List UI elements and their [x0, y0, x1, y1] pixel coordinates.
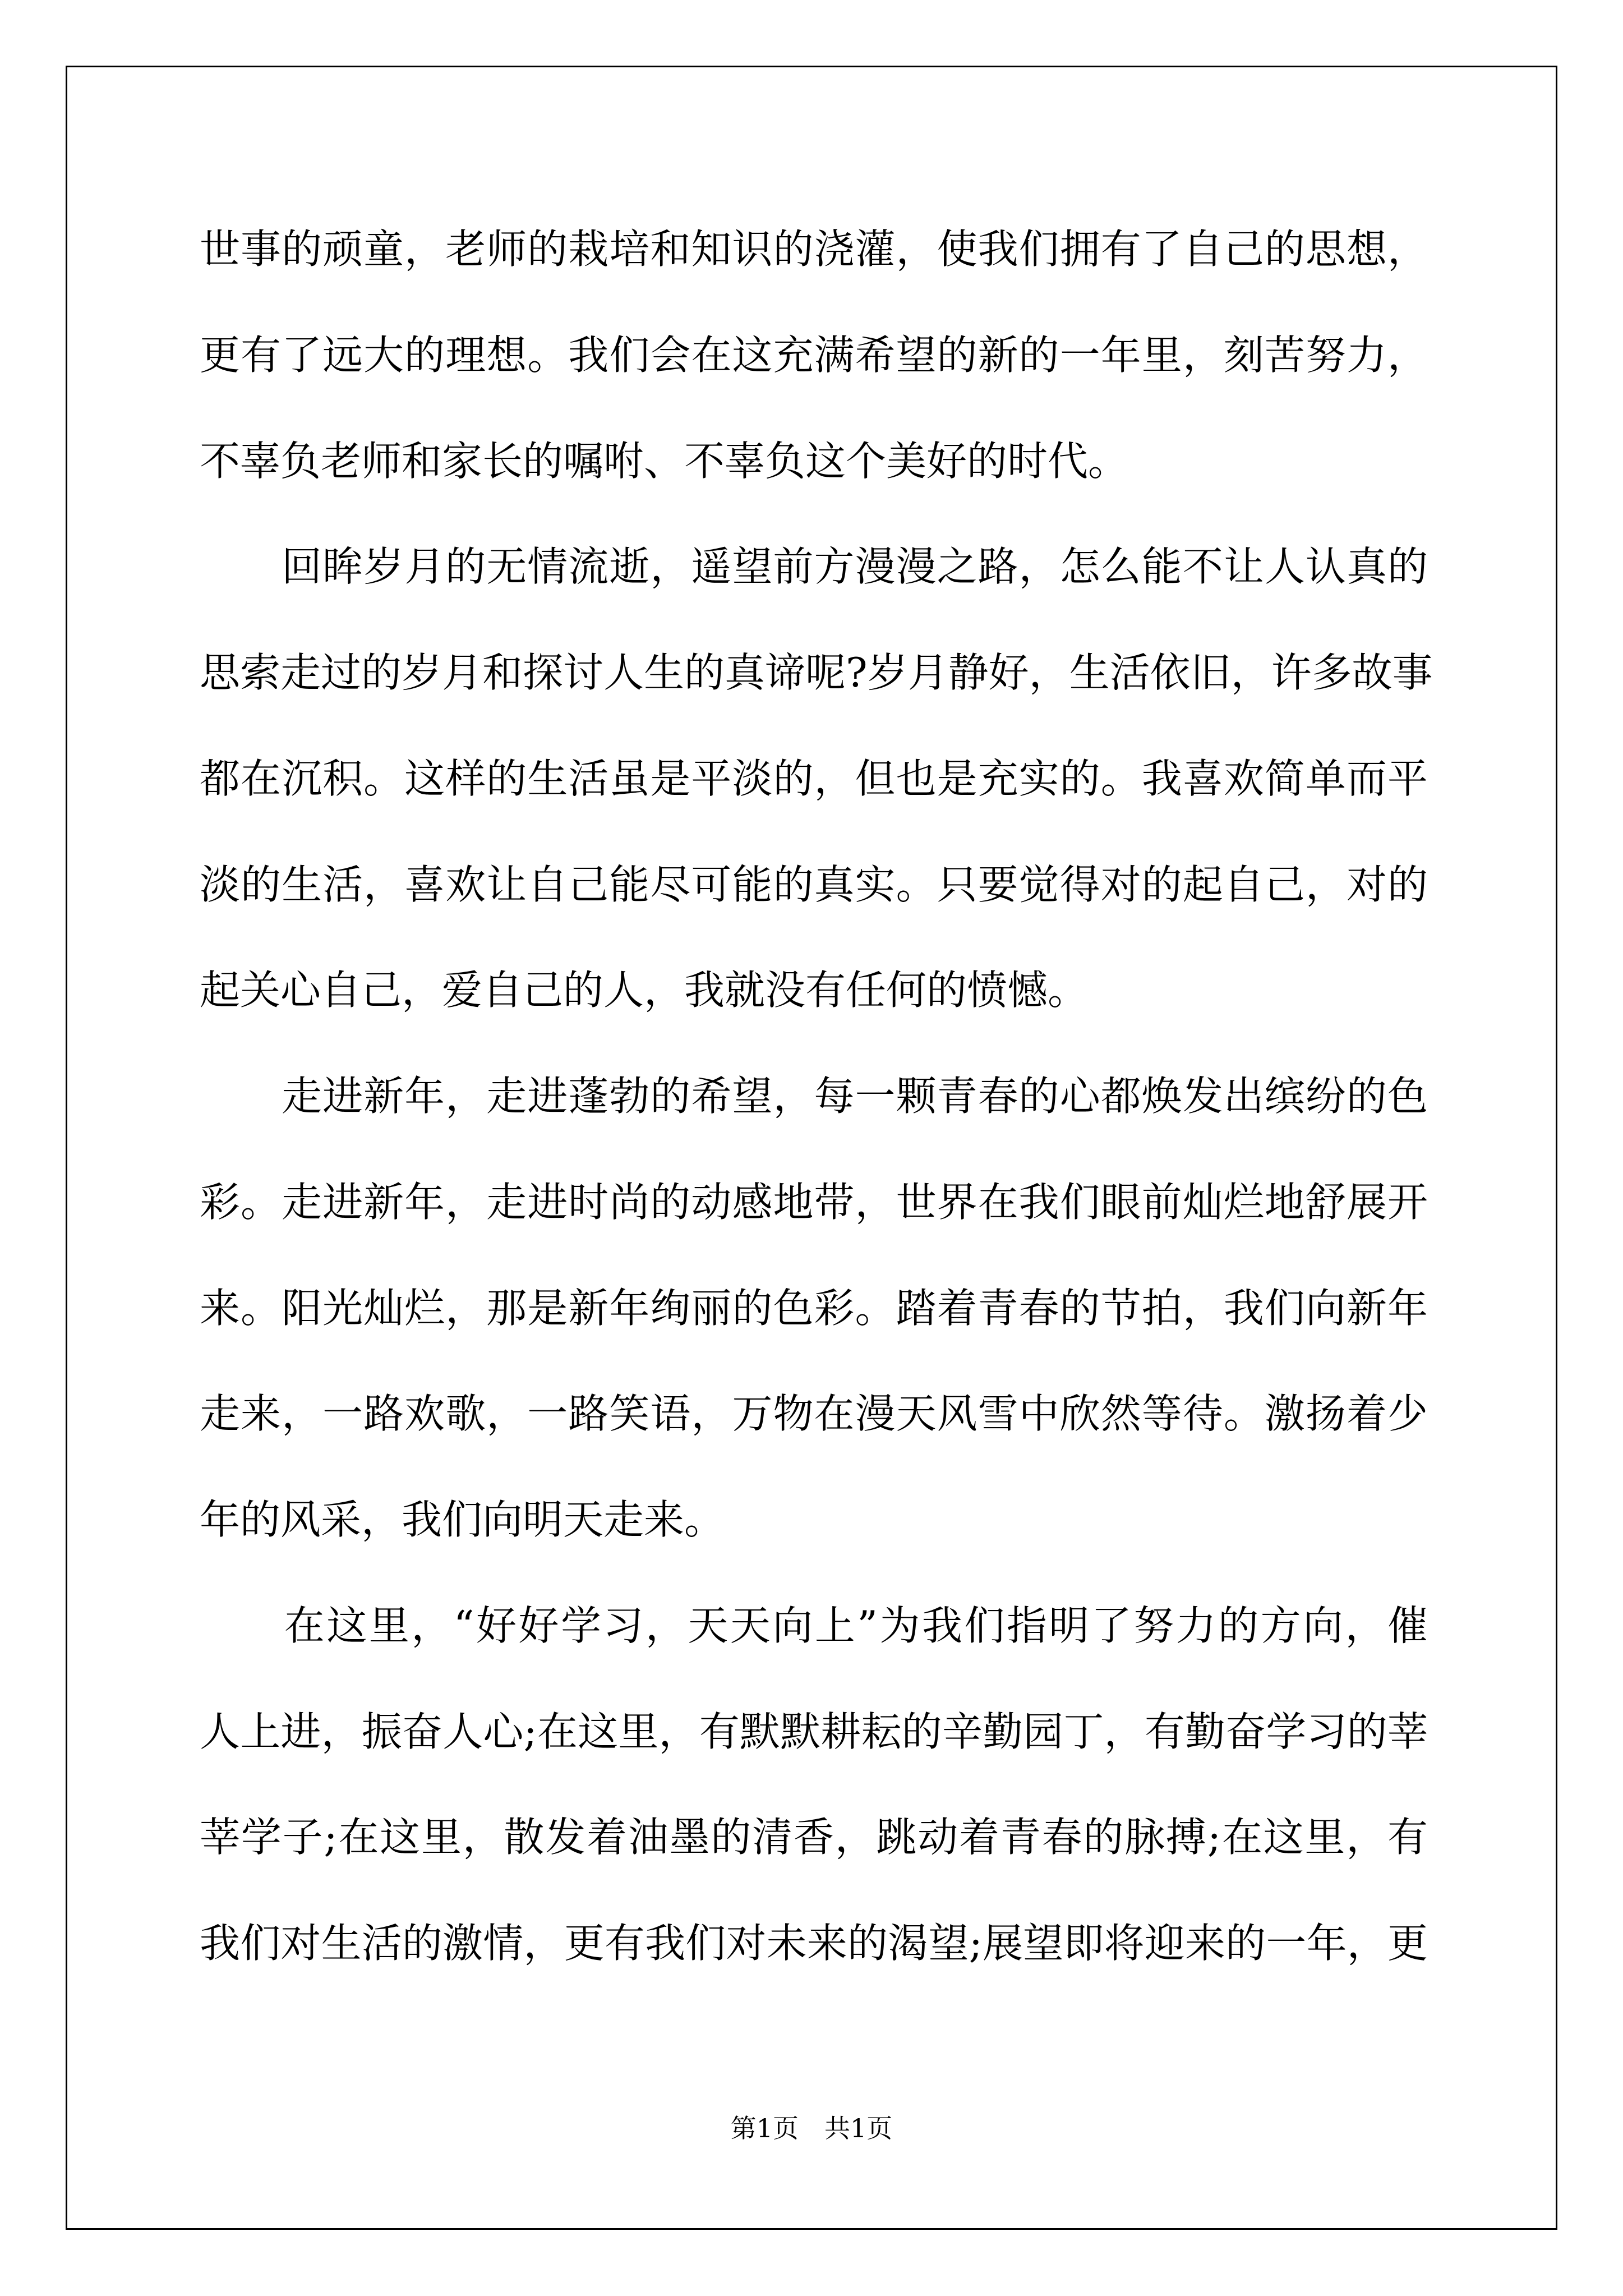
text-line-5: 思索走过的岁月和探讨人生的真谛呢?岁月静好，生活依旧，许多故事	[200, 649, 1433, 696]
text-line-14: 在这里，“好好学习，天天向上”为我们指明了努力的方向，催	[200, 1602, 1428, 1649]
text-line-6: 都在沉积。这样的生活虽是平淡的，但也是充实的。我喜欢简单而平	[200, 755, 1428, 802]
text-line-7: 淡的生活，喜欢让自己能尽可能的真实。只要觉得对的起自己，对的	[200, 861, 1428, 908]
text-line-1: 世事的顽童，老师的栽培和知识的浇灌，使我们拥有了自己的思想，	[200, 226, 1428, 273]
text-line-8: 起关心自己，爱自己的人，我就没有任何的愤憾。	[200, 967, 1089, 1014]
text-line-15: 人上进，振奋人心;在这里，有默默耕耘的辛勤园丁，有勤奋学习的莘	[200, 1708, 1428, 1755]
text-line-2: 更有了远大的理想。我们会在这充满希望的新的一年里，刻苦努力，	[200, 332, 1428, 379]
text-line-4: 回眸岁月的无情流逝，遥望前方漫漫之路，怎么能不让人认真的	[200, 543, 1428, 590]
text-line-3: 不辜负老师和家长的嘱咐、不辜负这个美好的时代。	[200, 438, 1129, 485]
page-number-current: 第1页	[730, 2113, 799, 2143]
page-border	[66, 66, 1557, 2230]
text-line-11: 来。阳光灿烂，那是新年绚丽的色彩。踏着青春的节拍，我们向新年	[200, 1285, 1428, 1332]
text-line-17: 我们对生活的激情，更有我们对未来的渴望;展望即将迎来的一年，更	[200, 1920, 1428, 1967]
page-number-total: 共1页	[824, 2113, 893, 2143]
text-line-12: 走来，一路欢歌，一路笑语，万物在漫天风雪中欣然等待。激扬着少	[200, 1390, 1428, 1437]
text-line-10: 彩。走进新年，走进时尚的动感地带，世界在我们眼前灿烂地舒展开	[200, 1179, 1428, 1226]
text-line-9: 走进新年，走进蓬勃的希望，每一颗青春的心都焕发出缤纷的色	[200, 1073, 1428, 1120]
text-line-16: 莘学子;在这里，散发着油墨的清香，跳动着青春的脉搏;在这里，有	[200, 1814, 1428, 1861]
page-footer	[0, 2111, 1623, 2145]
text-line-13: 年的风采，我们向明天走来。	[200, 1496, 725, 1543]
